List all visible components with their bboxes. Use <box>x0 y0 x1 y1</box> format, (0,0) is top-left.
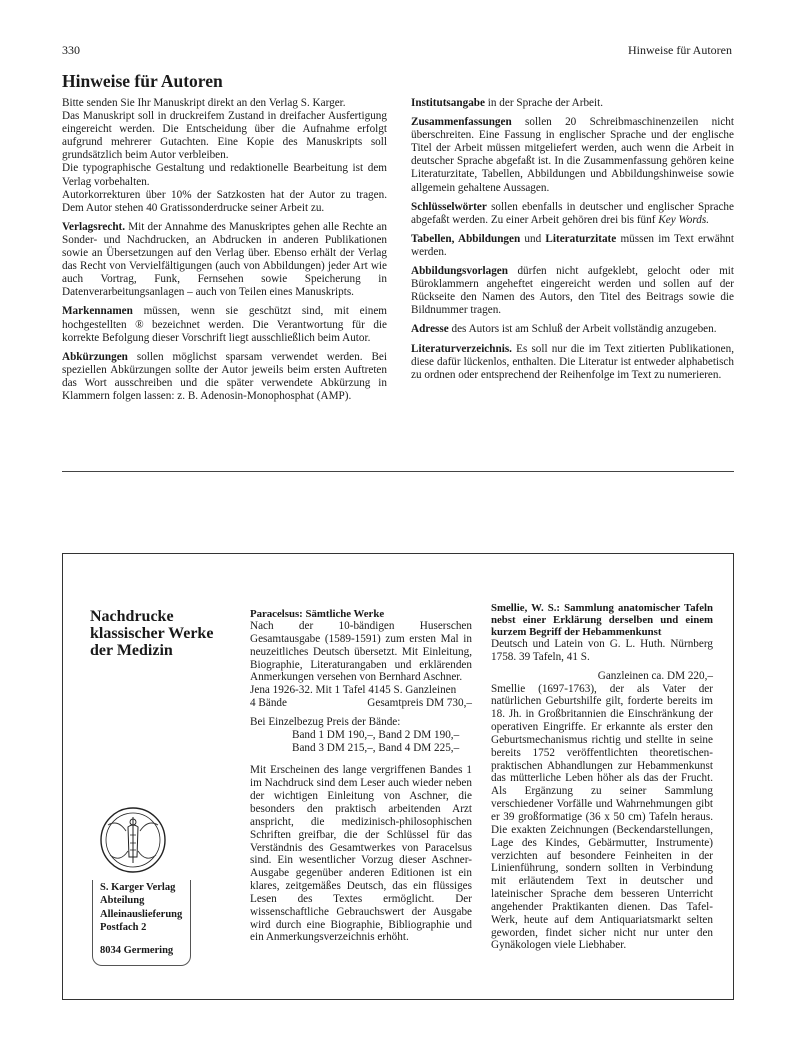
ad-title-line: Nachdrucke <box>90 608 174 625</box>
section-verlagsrecht <box>62 221 387 300</box>
address-line: Abteilung <box>100 895 145 907</box>
address-line: Postfach 2 <box>100 922 147 934</box>
single-price-label: Bei Einzelbezug Preis der Bände: <box>250 715 401 728</box>
book-price-row <box>250 697 472 710</box>
ad-title-line: klassischer Werke <box>90 625 214 642</box>
section-zusammenfassungen <box>411 116 734 195</box>
section-label: Literaturverzeichnis. <box>411 342 512 355</box>
publisher-address <box>100 881 182 957</box>
section-label: Zusammenfassungen <box>411 116 512 129</box>
section-label: Verlagsrecht. <box>62 220 126 233</box>
book-edition: Jena 1926-32. Mit 1 Tafel 4145 S. Ganzleinen <box>250 684 457 697</box>
section-label: Adresse <box>411 323 449 336</box>
section-institutsangabe <box>411 97 734 110</box>
intro-paragraph: Autorkorrekturen über 10% der Satzkosten hat der Autor zu tragen. Dem Autor stehen 40 Gratissonderdrucke seiner Arbeit zu. <box>62 188 387 214</box>
section-markennamen <box>62 305 387 344</box>
section-text: müssen, wenn sie geschützt sind, mit einem hochgestellten ® bezeichnet werden. Die Verantwortung für die korrekte Befolgung dieser Vorschrift liegt ausschließlich beim Autor. <box>62 305 387 344</box>
key-words-term: Key Words. <box>658 213 710 226</box>
section-literaturverzeichnis <box>411 343 734 382</box>
section-text: müssen im Text erwähnt werden. <box>411 232 734 258</box>
ad-smellie <box>491 602 713 952</box>
address-line: Alleinauslieferung <box>100 908 183 920</box>
section-adresse <box>411 323 734 336</box>
section-divider <box>62 471 734 472</box>
section-text: Mit der Annahme des Manuskriptes gehen alle Rechte an Sonder- und Nachdrucken, an Abdrucken in anderen Publikationen sowie an Übersetzungen auf den Verlag über. Ebenso erhält der Verlag das Recht von Vervielfältigungen (auch von Abbildungen) jeder Art wie auch Vortrag, Funk, Fernsehen sowie Speicherung in Datenverarbeitungsanlagen – auch von Teilen eines Manuskripts. <box>62 220 387 299</box>
ad-title <box>90 608 240 659</box>
book-price: Ganzleinen ca. DM 220,– <box>597 669 713 682</box>
section-label: Markennamen <box>62 305 133 318</box>
section-label: Abbildungsvorlagen <box>411 265 508 278</box>
intro-paragraph: Das Manuskript soll in druckreifem Zustand in dreifacher Ausfertigung eingereicht werden. Die Entscheidung über die Aufnahme erfolgt aufgrund mehrerer Gutachten. Eine Kopie des Manuskripts soll grundsätzlich beim Autor verbleiben. <box>62 110 387 162</box>
band-prices: Band 1 DM 190,–, Band 2 DM 190,– <box>292 728 460 741</box>
section-text: Es soll nur die im Text zitierten Publikationen, diese dafür lückenlos, enthalten. Die Literatur ist entweder alphabetisch zu ordnen oder entsprechend der Reihenfolge im Text zu numerieren. <box>411 342 734 381</box>
section-label: Institutsangabe <box>411 97 485 109</box>
intro-paragraph: Bitte senden Sie Ihr Manuskript direkt an den Verlag S. Karger. <box>62 97 346 109</box>
section-label: Schlüsselwörter <box>411 200 487 213</box>
book-edition: Deutsch und Latein von G. L. Huth. Nürnberg 1758. 39 Tafeln, 41 S. <box>491 638 713 663</box>
ad-paracelsus <box>250 608 472 944</box>
book-body: Smellie (1697-1763), der als Vater der natürlichen Geburtshilfe gilt, forderte bereits im 18. Jh. in Großbritannien die Einschränkung der operativen Eingriffe. Er erkannte als erster den Geburtsmechanismus richtig und stellte in seine bereits 1752 veröffentlichten theoretischen-praktischen Abhandlungen zur Hebammenkunst das mütterliche Leben höher als das der Frucht. Als Ergänzung zu seiner Sammlung verschiedener Vorfälle und Wahrnehmungen gibt er 39 großformatige (36 x 50 cm) Tafeln heraus. Die exakten Zeichnungen (Beckendarstellungen, Lage des Kindes, Gebärmutter, Instrumente) verzichten auf besondere Feinheiten in der Linienführung, sondern sollten in Verbindung mit erläutendem Text in deutscher und lateinischer Sprache dem besseren Unterricht angehender Praktikanten dienen. Das Tafel-Werk, heute auf dem Antiquariatsmarkt selten geworden, findet sicher nicht nur unter den Gynäkologen viele Liebhaber. <box>491 682 713 952</box>
section-label: Literaturzitate <box>545 232 617 245</box>
address-line: 8034 Germering <box>100 944 174 956</box>
section-abbildungsvorlagen <box>411 265 734 317</box>
book-body: Mit Erscheinen des lange vergriffenen Bandes 1 im Nachdruck sind dem Leser auch wieder neben der wichtigen Einleitung von Aschner, die besonders den praktisch arbeitenden Arzt anspricht, die medizinisch-philosophischen Schriften greifbar, die der Schlüssel für das Verständnis des Gesamtwerkes von Paracelsus sind. Ein wesentlicher Vorzug dieser Aschner-Ausgabe gegenüber anderen Editionen ist ein klares, zeitgemäßes Deutsch, das ein flüssiges Lesen des Textes ermöglicht. Der wissenschaftliche Gebrauchswert der Ausgabe wird durch eine Biographie, Bibliographie und ein Anmerkungsverzeichnis erhöht. <box>250 764 472 944</box>
address-line: S. Karger Verlag <box>100 882 176 893</box>
section-abkuerzungen <box>62 351 387 403</box>
intro-paragraph: Die typographische Gestaltung und redaktionelle Bearbeitung ist dem Verlag vorbehalten. <box>62 162 387 188</box>
section-text: sollen 20 Schreibmaschinenzeilen nicht überschreiten. Eine Fassung in englischer Sprache und der englische Titel der Arbeit müssen mitgeliefert werden, auch wenn die Arbeit in deutscher Sprache abgefaßt ist. In die Zusammenfassung gehören keine Literaturzitate, Tabellen, Abbildungen und Abbildungshinweise sowie allgemein gehaltene Aussagen. <box>411 116 734 194</box>
book-heading: Paracelsus: Sämtliche Werke <box>250 608 385 620</box>
book-total-price: Gesamtpreis DM 730,– <box>367 697 472 710</box>
section-text: sollen ebenfalls in deutscher und englischer Sprache abgefaßt werden. Zu einer Arbeit gehören drei bis fünf <box>411 200 734 226</box>
section-text: dürfen nicht aufgeklebt, gelocht oder mit Büroklammern angeheftet eingereicht werden und sollen auf der Rückseite den Namen des Autors, den Titel des Beitrags sowie die Bildnummer tragen. <box>411 265 734 317</box>
book-volumes: 4 Bände <box>250 697 287 710</box>
section-label: Tabellen, Abbildungen <box>411 232 521 245</box>
page-title: Hinweise für Autoren <box>62 71 223 91</box>
running-title: Hinweise für Autoren <box>628 43 732 57</box>
book-heading: Smellie, W. S.: Sammlung anatomischer Tafeln nebst einer Erklärung derselben und einem kurzem Begriff der Hebammenkunst <box>491 602 713 638</box>
section-text: des Autors ist am Schluß der Arbeit vollständig anzugeben. <box>448 323 717 336</box>
section-tabellen <box>411 233 734 259</box>
band-prices: Band 3 DM 215,–, Band 4 DM 225,– <box>292 741 460 754</box>
book-description: Nach der 10-bändigen Huserschen Gesamtausgabe (1589-1591) zum ersten Mal in neuzeitliches Deutsch übersetzt. Mit Einleitung, Biographie, Literaturangaben und erklärenden Anmerkungen versehen von Bernhard Aschner. <box>250 620 472 684</box>
publisher-seal-icon <box>88 805 178 875</box>
section-text: und <box>520 232 546 245</box>
section-schluesselwoerter <box>411 201 734 227</box>
section-text: in der Sprache der Arbeit. <box>484 97 604 109</box>
section-label: Abkürzungen <box>62 350 128 363</box>
ad-title-line: der Medizin <box>90 642 173 659</box>
page-number: 330 <box>62 43 80 57</box>
section-text: sollen möglichst sparsam verwendet werden. Bei speziellen Abkürzungen sollte der Autor jeweils beim ersten Auftreten das Wort ausschreiben und die später verwendete Abkürzung in Klammern folgen lassen: z. B. Adenosin-Monophosphat (AMP). <box>62 350 387 402</box>
guidelines-column-right <box>411 97 734 388</box>
guidelines-column-left <box>62 97 387 409</box>
